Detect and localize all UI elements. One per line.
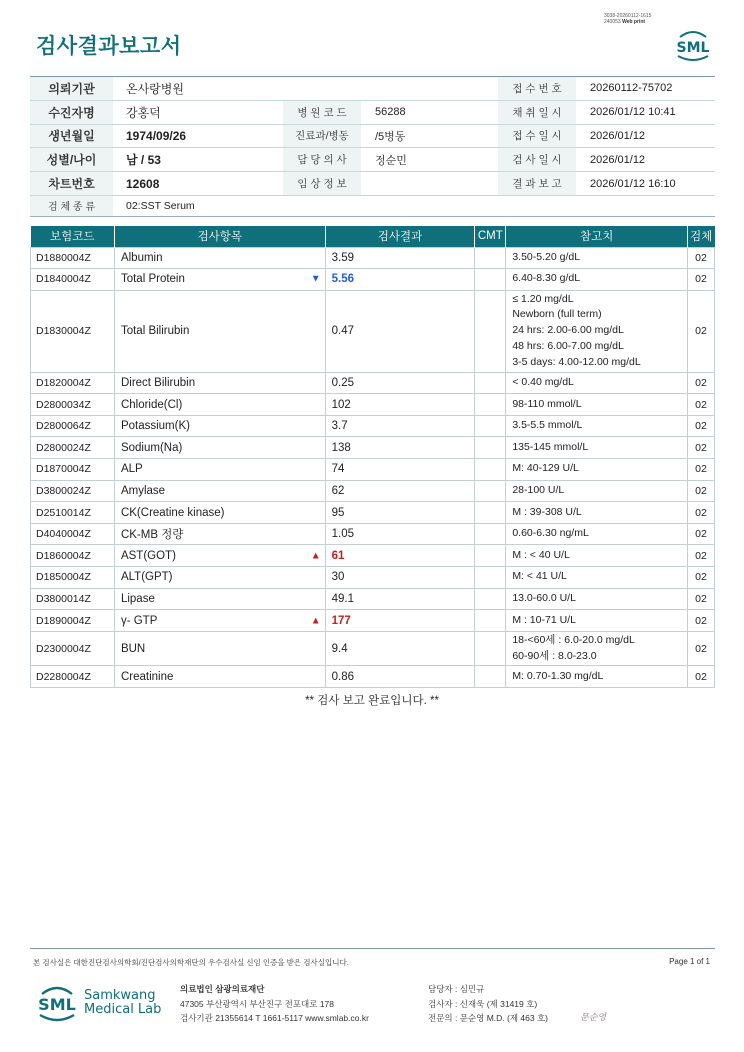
test-result (325, 290, 475, 372)
reference-range (506, 372, 688, 394)
col-header-ref: 참고치 (506, 226, 688, 247)
insurance-code: D2510014Z (31, 502, 115, 524)
staff-manager: 담당자 : 심민규 (428, 984, 485, 994)
test-result (325, 610, 475, 632)
print-code (604, 13, 651, 25)
report-label: 결 과 보 고 (498, 172, 576, 195)
results-body (31, 247, 715, 687)
reference-line: 0.60-6.30 ng/mL (512, 527, 589, 540)
col-header-code: 보험코드 (31, 226, 115, 247)
reference-line: 18-<60세 : 6.0-20.0 mg/dL (512, 633, 635, 646)
reference-line: 48 hrs: 6.00-7.00 mg/dL (512, 340, 624, 353)
ward-code-label: 병 원 코 드 (283, 101, 361, 124)
reference-line: M : < 40 U/L (512, 548, 570, 561)
col-header-cmt: CMT (475, 226, 506, 247)
cmt-cell (475, 290, 506, 372)
test-result (325, 247, 475, 269)
reception-no-label: 접 수 번 호 (498, 77, 576, 100)
info-row (30, 125, 715, 149)
low-flag-icon: ▼ (310, 273, 321, 285)
specimen-code: 02 (688, 437, 715, 459)
cmt-cell (475, 523, 506, 545)
specimen-code: 02 (688, 610, 715, 632)
result-value: 0.86 (331, 670, 355, 683)
reference-line: 3.5-5.5 mmol/L (512, 419, 583, 432)
reception-no-value: 20260112-75702 (590, 82, 673, 95)
cmt-cell (475, 459, 506, 481)
staff-specialist: 전문의 : 문순영 M.D. (제 463 호) (428, 1013, 549, 1023)
insurance-code: D1850004Z (31, 567, 115, 589)
specimen-code: 02 (688, 290, 715, 372)
specimen-code: 02 (688, 372, 715, 394)
test-name (114, 631, 325, 666)
test-name (114, 610, 325, 632)
doctor-value: 정순민 (375, 154, 407, 167)
test-name-text: Direct Bilirubin (120, 376, 196, 389)
table-row (31, 567, 715, 589)
cmt-cell (475, 372, 506, 394)
table-row (31, 610, 715, 632)
results-table (30, 226, 715, 688)
result-value: 95 (331, 506, 345, 519)
test-name-text: Potassium(K) (120, 420, 190, 433)
specimen-code: 02 (688, 247, 715, 269)
org-name: 의료법인 삼광의료재단 (180, 984, 265, 994)
cmt-cell (475, 567, 506, 589)
reference-line: Newborn (full term) (512, 308, 602, 321)
cmt-cell (475, 610, 506, 632)
insurance-code: D1830004Z (31, 290, 115, 372)
report-value: 2026/01/12 16:10 (590, 177, 676, 190)
result-value: 61 (331, 549, 345, 562)
sml-logo-icon (672, 27, 714, 63)
chart-value: 12608 (126, 176, 160, 191)
result-value: 1.05 (331, 528, 355, 541)
test-date-value: 2026/01/12 (590, 153, 646, 166)
brand-name (84, 989, 161, 1017)
reference-range (506, 290, 688, 372)
table-row (31, 437, 715, 459)
specimen-code: 02 (688, 459, 715, 481)
result-value: 49.1 (331, 592, 355, 605)
org-contact: 검사기관 21355614 T 1661-5117 www.smlab.co.kr (180, 1013, 369, 1023)
patient-value: 강홍덕 (126, 105, 161, 120)
specimen-code: 02 (688, 545, 715, 567)
test-result (325, 415, 475, 437)
clinical-label: 임 상 정 보 (283, 172, 361, 195)
insurance-code: D1880004Z (31, 247, 115, 269)
result-value: 74 (331, 463, 345, 476)
specimen-code: 02 (688, 480, 715, 502)
dob-value: 1974/09/26 (126, 128, 187, 143)
reference-range (506, 567, 688, 589)
test-name-text: AST(GOT) (120, 549, 176, 562)
test-result (325, 480, 475, 502)
patient-info-table (30, 76, 715, 217)
specimen-code: 02 (688, 502, 715, 524)
specimen-label: 검 체 종 류 (30, 196, 113, 216)
reference-line: M : 39-308 U/L (512, 505, 582, 518)
specimen-code: 02 (688, 269, 715, 291)
test-name-text: Sodium(Na) (120, 441, 183, 454)
test-result (325, 437, 475, 459)
info-row (30, 172, 715, 196)
test-name-text: ALT(GPT) (120, 571, 173, 584)
recv-date-label: 접 수 일 시 (498, 125, 576, 148)
high-flag-icon: ▲ (310, 615, 321, 626)
cmt-cell (475, 247, 506, 269)
table-row (31, 290, 715, 372)
test-date-label: 검 사 일 시 (498, 148, 576, 171)
reference-range (506, 502, 688, 524)
test-name (114, 523, 325, 545)
insurance-code: D3800024Z (31, 480, 115, 502)
result-value: 9.4 (331, 642, 348, 655)
footer-logo-text: SML (38, 995, 76, 1014)
reference-range (506, 480, 688, 502)
info-row (30, 196, 715, 217)
print-code-id: 240053 (604, 19, 621, 25)
table-row (31, 394, 715, 416)
print-code-line: 3038-20260112-1615 (604, 13, 652, 19)
test-name (114, 394, 325, 416)
sml-footer-logo-icon (34, 980, 80, 1024)
chart-label: 차트번호 (30, 172, 113, 195)
insurance-code: D4040004Z (31, 523, 115, 545)
requester-label: 의뢰기관 (30, 77, 113, 100)
accreditation-note: 본 검사실은 대한진단검사의학회/진단검사의학재단의 우수검사실 신임 인증을 받은 검사실입니다. (33, 958, 349, 967)
page-title: 검사결과보고서 (36, 34, 182, 58)
report-complete-note: ** 검사 보고 완료입니다. ** (305, 695, 439, 707)
reference-range (506, 610, 688, 632)
org-info (180, 982, 369, 1026)
dept-value: /5병동 (375, 130, 406, 143)
specialist-signature: 문순영 (580, 1012, 607, 1022)
cmt-cell (475, 588, 506, 610)
table-row (31, 247, 715, 269)
test-result (325, 459, 475, 481)
test-name (114, 502, 325, 524)
reference-line: 24 hrs: 2.00-6.00 mg/dL (512, 324, 624, 337)
test-name-text: Total Protein (120, 273, 185, 286)
reference-range (506, 666, 688, 688)
print-code-label: Web print (622, 19, 646, 25)
footer-divider (30, 948, 715, 949)
high-flag-icon: ▲ (310, 550, 321, 562)
test-name (114, 415, 325, 437)
insurance-code: D2280004Z (31, 666, 115, 688)
test-name (114, 588, 325, 610)
cmt-cell (475, 502, 506, 524)
reference-range (506, 247, 688, 269)
test-name-text: Chloride(Cl) (120, 398, 183, 411)
reference-range (506, 588, 688, 610)
cmt-cell (475, 415, 506, 437)
test-name (114, 437, 325, 459)
cmt-cell (475, 545, 506, 567)
test-result (325, 588, 475, 610)
specimen-code: 02 (688, 567, 715, 589)
reference-line: 3-5 days: 4.00-12.00 mg/dL (512, 355, 641, 368)
test-result (325, 269, 475, 291)
table-row (31, 502, 715, 524)
test-name-text: Creatinine (120, 670, 174, 683)
result-value: 177 (331, 614, 351, 627)
test-name-text: Total Bilirubin (120, 325, 190, 338)
reference-line: M: 40-129 U/L (512, 462, 579, 475)
result-value: 102 (331, 398, 351, 411)
sexage-label: 성별/나이 (30, 148, 113, 171)
table-row (31, 459, 715, 481)
brand-line: Samkwang (84, 988, 156, 1003)
result-value: 138 (331, 441, 351, 454)
table-row (31, 666, 715, 688)
staff-tester: 검사자 : 신재욱 (제 31419 호) (428, 998, 538, 1009)
brand-line: Medical Lab (84, 1002, 162, 1017)
test-name (114, 480, 325, 502)
test-name (114, 567, 325, 589)
test-name (114, 459, 325, 481)
collect-label: 채 취 일 시 (498, 101, 576, 124)
result-value: 0.47 (331, 325, 355, 338)
specimen-code: 02 (688, 666, 715, 688)
test-name-text: CK(Creatine kinase) (120, 506, 225, 519)
reference-range (506, 523, 688, 545)
reference-line: < 0.40 mg/dL (512, 376, 574, 389)
insurance-code: D1890004Z (31, 610, 115, 632)
table-header-row (31, 226, 715, 247)
insurance-code: D2800024Z (31, 437, 115, 459)
cmt-cell (475, 269, 506, 291)
reference-range (506, 631, 688, 666)
reference-range (506, 545, 688, 567)
insurance-code: D1820004Z (31, 372, 115, 394)
reference-line: 28-100 U/L (512, 484, 565, 497)
table-row (31, 372, 715, 394)
test-result (325, 545, 475, 567)
cmt-cell (475, 631, 506, 666)
reference-range (506, 437, 688, 459)
table-row (31, 269, 715, 291)
test-result (325, 502, 475, 524)
result-value: 3.59 (331, 251, 355, 264)
result-value: 3.7 (331, 420, 348, 433)
table-row (31, 545, 715, 567)
test-result (325, 666, 475, 688)
test-name-text: CK-MB 정량 (120, 529, 184, 542)
patient-label: 수진자명 (30, 101, 113, 124)
col-header-specimen: 검체 (688, 226, 715, 247)
insurance-code: D3800014Z (31, 588, 115, 610)
reference-line: ≤ 1.20 mg/dL (512, 292, 574, 305)
test-name (114, 290, 325, 372)
test-result (325, 394, 475, 416)
specimen-code: 02 (688, 394, 715, 416)
result-value: 30 (331, 571, 345, 584)
dept-label: 진료과/병동 (283, 125, 361, 148)
test-result (325, 372, 475, 394)
reference-line: 3.50-5.20 g/dL (512, 250, 581, 263)
test-name-text: Lipase (120, 592, 155, 605)
insurance-code: D1840004Z (31, 269, 115, 291)
col-header-result: 검사결과 (325, 226, 475, 247)
reference-line: M : 10-71 U/L (512, 613, 576, 626)
specimen-code: 02 (688, 631, 715, 666)
reference-line: 98-110 mmol/L (512, 397, 582, 410)
requester-value: 온사랑병원 (126, 81, 184, 96)
test-result (325, 523, 475, 545)
result-value: 62 (331, 484, 345, 497)
table-row (31, 631, 715, 666)
test-name-text: BUN (120, 642, 146, 655)
org-address: 47305 부산광역시 부산진구 전포대로 178 (180, 998, 335, 1009)
table-row (31, 523, 715, 545)
insurance-code: D2800034Z (31, 394, 115, 416)
cmt-cell (475, 666, 506, 688)
info-row (30, 148, 715, 172)
table-row (31, 415, 715, 437)
test-name-text: Albumin (120, 251, 163, 264)
test-result (325, 631, 475, 666)
reference-line: 60-90세 : 8.0-23.0 (512, 649, 597, 662)
result-value: 5.56 (331, 273, 355, 286)
recv-date-value: 2026/01/12 (590, 129, 646, 142)
reference-range (506, 394, 688, 416)
reference-range (506, 459, 688, 481)
info-row (30, 101, 715, 125)
test-result (325, 567, 475, 589)
test-name (114, 372, 325, 394)
insurance-code: D1860004Z (31, 545, 115, 567)
doctor-label: 담 당 의 사 (283, 148, 361, 171)
insurance-code: D2300004Z (31, 631, 115, 666)
test-name (114, 269, 325, 291)
specimen-value: 02:SST Serum (126, 199, 195, 212)
reference-line: 13.0-60.0 U/L (512, 592, 576, 604)
page-number: Page 1 of 1 (669, 957, 710, 966)
logo-text: SML (676, 40, 710, 56)
test-name (114, 545, 325, 567)
info-row (30, 77, 715, 101)
specimen-code: 02 (688, 415, 715, 437)
reference-line: 6.40-8.30 g/dL (512, 272, 581, 285)
table-row (31, 480, 715, 502)
test-name (114, 666, 325, 688)
reference-line: M: < 41 U/L (512, 570, 567, 583)
test-name-text: Amylase (120, 484, 166, 497)
dob-label: 생년월일 (30, 125, 113, 148)
ward-code-value: 56288 (375, 106, 406, 119)
clinical-value (361, 172, 498, 195)
insurance-code: D1870004Z (31, 459, 115, 481)
reference-range (506, 415, 688, 437)
reference-line: M: 0.70-1.30 mg/dL (512, 669, 604, 682)
table-row (31, 588, 715, 610)
cmt-cell (475, 437, 506, 459)
specimen-code: 02 (688, 588, 715, 610)
test-name (114, 247, 325, 269)
reference-range (506, 269, 688, 291)
specimen-code: 02 (688, 523, 715, 545)
test-name-text: ALP (120, 463, 143, 476)
staff-info (428, 982, 548, 1026)
insurance-code: D2800064Z (31, 415, 115, 437)
test-name-text: γ- GTP (120, 614, 158, 627)
collect-value: 2026/01/12 10:41 (590, 106, 676, 119)
cmt-cell (475, 480, 506, 502)
result-value: 0.25 (331, 376, 355, 389)
col-header-test: 검사항목 (114, 226, 325, 247)
sexage-value: 남 / 53 (126, 153, 161, 168)
reference-line: 135-145 mmol/L (512, 440, 589, 453)
cmt-cell (475, 394, 506, 416)
